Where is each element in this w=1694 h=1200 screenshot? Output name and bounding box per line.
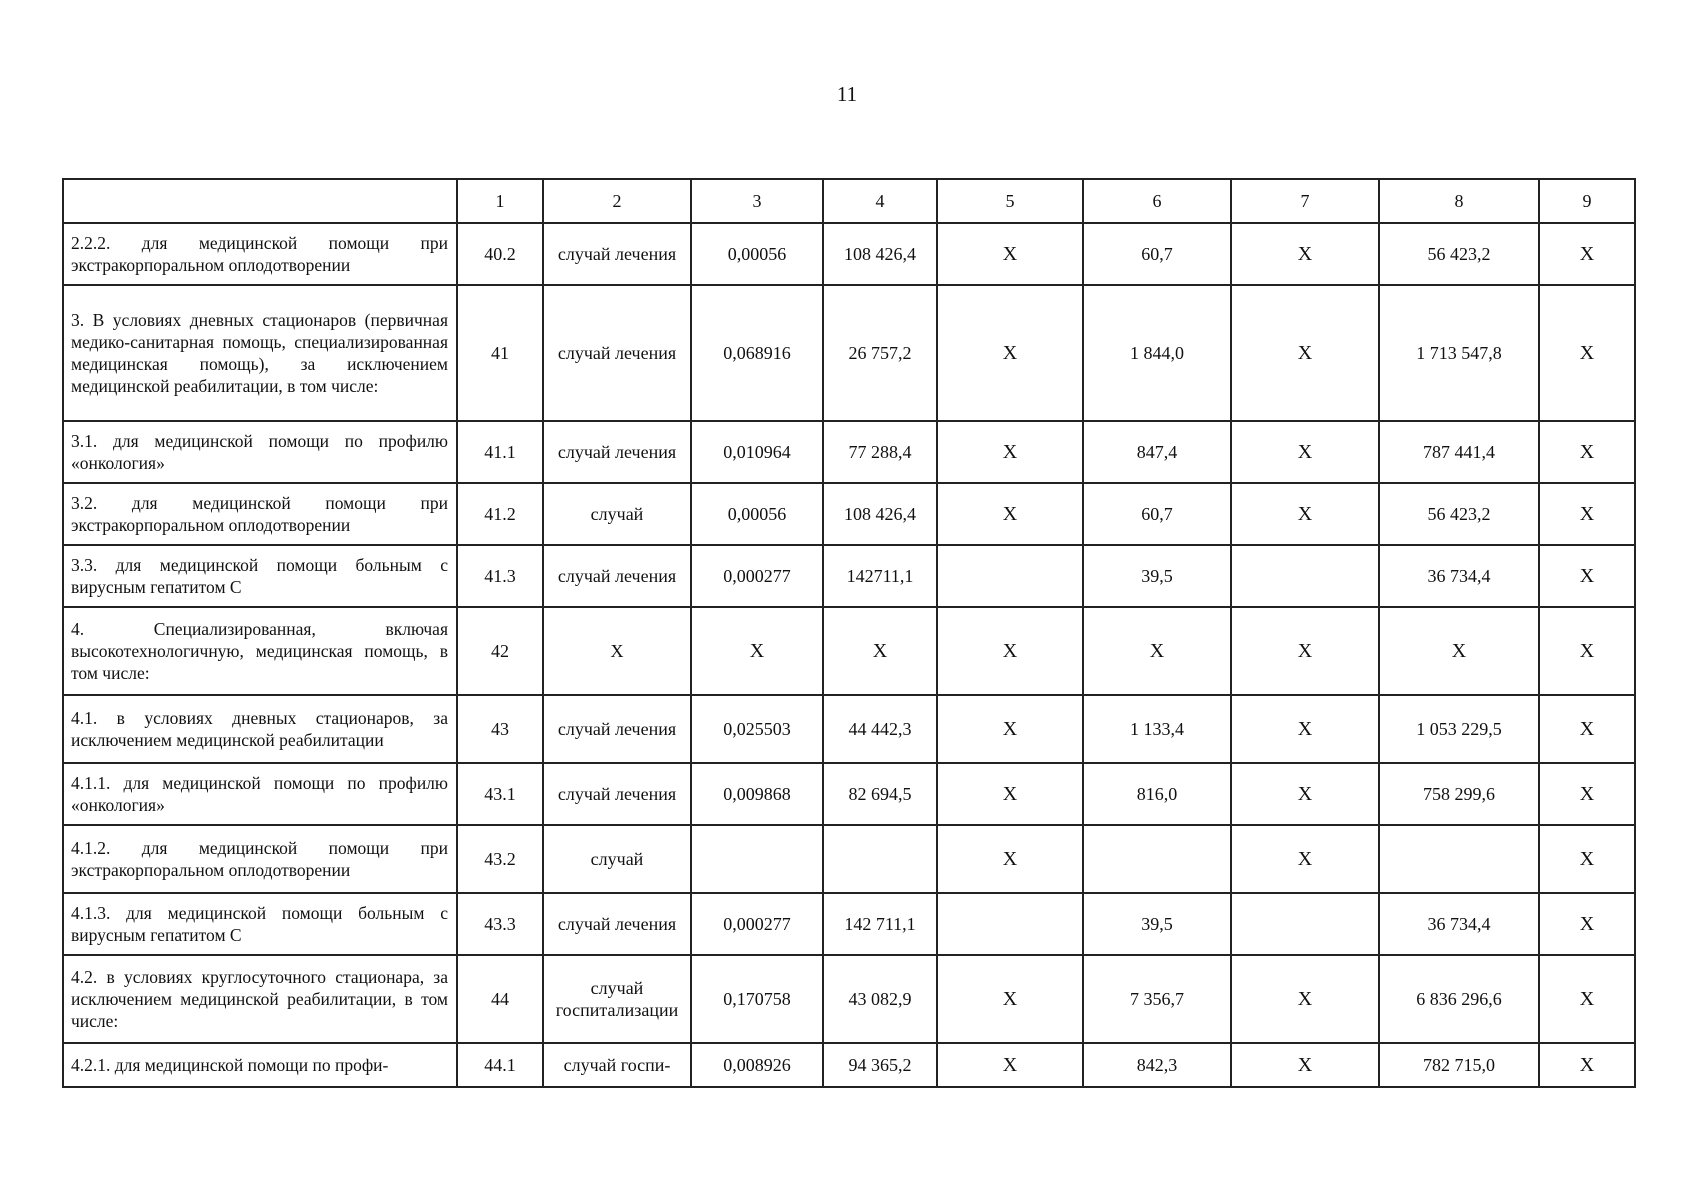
row-col-8: 787 441,4 bbox=[1379, 421, 1539, 483]
row-col-4: 142 711,1 bbox=[823, 893, 937, 955]
table-row bbox=[63, 607, 1635, 695]
row-col-8: 1 053 229,5 bbox=[1379, 695, 1539, 763]
table-row bbox=[63, 893, 1635, 955]
row-col-9: X bbox=[1539, 421, 1635, 483]
row-col-5: X bbox=[937, 421, 1083, 483]
row-col-4: 26 757,2 bbox=[823, 285, 937, 421]
row-col-9: X bbox=[1539, 763, 1635, 825]
table-row bbox=[63, 695, 1635, 763]
row-unit: случай госпи- bbox=[543, 1043, 691, 1087]
table-row bbox=[63, 223, 1635, 285]
row-col-8: 1 713 547,8 bbox=[1379, 285, 1539, 421]
row-col-3: 0,025503 bbox=[691, 695, 823, 763]
row-col-7: X bbox=[1231, 1043, 1379, 1087]
row-line-number: 42 bbox=[457, 607, 543, 695]
row-line-number: 43.1 bbox=[457, 763, 543, 825]
row-col-8: 758 299,6 bbox=[1379, 763, 1539, 825]
row-unit: случай лечения bbox=[543, 893, 691, 955]
row-col-3 bbox=[691, 825, 823, 893]
row-col-8: 36 734,4 bbox=[1379, 545, 1539, 607]
row-col-8: 56 423,2 bbox=[1379, 223, 1539, 285]
row-unit: случай госпитализации bbox=[543, 955, 691, 1043]
row-description: 3.1. для медицинской помощи по профилю «онкология» bbox=[63, 421, 457, 483]
row-col-6: 847,4 bbox=[1083, 421, 1231, 483]
row-col-7: X bbox=[1231, 223, 1379, 285]
row-line-number: 44 bbox=[457, 955, 543, 1043]
row-col-9: X bbox=[1539, 285, 1635, 421]
row-col-3: 0,170758 bbox=[691, 955, 823, 1043]
row-col-5: X bbox=[937, 483, 1083, 545]
header-cell-col-2: 2 bbox=[543, 179, 691, 223]
row-col-9: X bbox=[1539, 545, 1635, 607]
row-col-6: 842,3 bbox=[1083, 1043, 1231, 1087]
row-description: 4.1. в условиях дневных стационаров, за исключением медицинской реабилитации bbox=[63, 695, 457, 763]
row-col-3: 0,008926 bbox=[691, 1043, 823, 1087]
row-description: 4.2.1. для медицинской помощи по профи- bbox=[63, 1043, 457, 1087]
page-number: 11 bbox=[836, 82, 858, 106]
row-col-4: 142711,1 bbox=[823, 545, 937, 607]
row-col-5: X bbox=[937, 1043, 1083, 1087]
row-col-7: X bbox=[1231, 955, 1379, 1043]
header-cell-col-1: 1 bbox=[457, 179, 543, 223]
row-line-number: 43.3 bbox=[457, 893, 543, 955]
row-unit: случай лечения bbox=[543, 695, 691, 763]
row-col-8: 56 423,2 bbox=[1379, 483, 1539, 545]
row-col-3: 0,068916 bbox=[691, 285, 823, 421]
row-line-number: 43 bbox=[457, 695, 543, 763]
row-col-9: X bbox=[1539, 695, 1635, 763]
row-col-9: X bbox=[1539, 223, 1635, 285]
header-cell-col-5: 5 bbox=[937, 179, 1083, 223]
row-col-6: 60,7 bbox=[1083, 223, 1231, 285]
row-col-9: X bbox=[1539, 955, 1635, 1043]
row-col-5 bbox=[937, 545, 1083, 607]
row-col-7: X bbox=[1231, 483, 1379, 545]
row-col-4: 108 426,4 bbox=[823, 223, 937, 285]
row-col-5: X bbox=[937, 285, 1083, 421]
row-col-9: X bbox=[1539, 825, 1635, 893]
header-cell-col-4: 4 bbox=[823, 179, 937, 223]
row-col-7: X bbox=[1231, 607, 1379, 695]
table-row bbox=[63, 421, 1635, 483]
row-col-6: 1 133,4 bbox=[1083, 695, 1231, 763]
row-line-number: 41.2 bbox=[457, 483, 543, 545]
row-col-6: 60,7 bbox=[1083, 483, 1231, 545]
row-col-4: 94 365,2 bbox=[823, 1043, 937, 1087]
row-line-number: 40.2 bbox=[457, 223, 543, 285]
table-row bbox=[63, 545, 1635, 607]
row-col-7: X bbox=[1231, 763, 1379, 825]
row-col-3: X bbox=[691, 607, 823, 695]
row-description: 4.2. в условиях круглосуточного стационара, за исключением медицинской реабилитации, в том числе: bbox=[63, 955, 457, 1043]
row-col-5: X bbox=[937, 607, 1083, 695]
row-col-8: X bbox=[1379, 607, 1539, 695]
row-col-3: 0,00056 bbox=[691, 483, 823, 545]
row-unit: случай лечения bbox=[543, 421, 691, 483]
row-col-5: X bbox=[937, 825, 1083, 893]
header-cell-col-7: 7 bbox=[1231, 179, 1379, 223]
row-col-4: 108 426,4 bbox=[823, 483, 937, 545]
table-row bbox=[63, 285, 1635, 421]
row-col-6: 39,5 bbox=[1083, 545, 1231, 607]
row-col-7 bbox=[1231, 893, 1379, 955]
row-col-7: X bbox=[1231, 825, 1379, 893]
row-col-3: 0,010964 bbox=[691, 421, 823, 483]
row-description: 3. В условиях дневных стационаров (первичная медико-санитарная помощь, специализированная медицинская помощь), за исключением медицинской реабилитации, в том числе: bbox=[63, 285, 457, 421]
row-unit: случай лечения bbox=[543, 285, 691, 421]
row-line-number: 43.2 bbox=[457, 825, 543, 893]
table-row bbox=[63, 763, 1635, 825]
row-col-4: 44 442,3 bbox=[823, 695, 937, 763]
row-col-8 bbox=[1379, 825, 1539, 893]
row-col-8: 6 836 296,6 bbox=[1379, 955, 1539, 1043]
row-line-number: 44.1 bbox=[457, 1043, 543, 1087]
row-col-4: X bbox=[823, 607, 937, 695]
row-col-6: 7 356,7 bbox=[1083, 955, 1231, 1043]
table-header-row bbox=[63, 179, 1635, 223]
table-row bbox=[63, 483, 1635, 545]
data-table bbox=[62, 178, 1636, 1088]
row-col-4: 77 288,4 bbox=[823, 421, 937, 483]
row-unit: случай лечения bbox=[543, 223, 691, 285]
row-col-6 bbox=[1083, 825, 1231, 893]
row-col-6: 1 844,0 bbox=[1083, 285, 1231, 421]
row-description: 4. Специализированная, включая высокотехнологичную, медицинская помощь, в том числе: bbox=[63, 607, 457, 695]
header-cell-col-9: 9 bbox=[1539, 179, 1635, 223]
row-col-3: 0,00056 bbox=[691, 223, 823, 285]
row-col-5 bbox=[937, 893, 1083, 955]
row-unit: случай лечения bbox=[543, 763, 691, 825]
row-col-5: X bbox=[937, 223, 1083, 285]
row-col-9: X bbox=[1539, 607, 1635, 695]
row-col-4: 82 694,5 bbox=[823, 763, 937, 825]
header-cell-empty bbox=[63, 179, 457, 223]
row-description: 3.3. для медицинской помощи больным с вирусным гепатитом С bbox=[63, 545, 457, 607]
row-col-7 bbox=[1231, 545, 1379, 607]
row-col-6: 816,0 bbox=[1083, 763, 1231, 825]
row-col-3: 0,009868 bbox=[691, 763, 823, 825]
row-col-9: X bbox=[1539, 483, 1635, 545]
row-description: 2.2.2. для медицинской помощи при экстракорпоральном оплодотворении bbox=[63, 223, 457, 285]
row-col-6: X bbox=[1083, 607, 1231, 695]
table-row bbox=[63, 1043, 1635, 1087]
row-col-5: X bbox=[937, 763, 1083, 825]
row-col-4 bbox=[823, 825, 937, 893]
row-col-5: X bbox=[937, 955, 1083, 1043]
row-unit: X bbox=[543, 607, 691, 695]
row-line-number: 41 bbox=[457, 285, 543, 421]
row-col-8: 782 715,0 bbox=[1379, 1043, 1539, 1087]
row-unit: случай bbox=[543, 825, 691, 893]
row-col-6: 39,5 bbox=[1083, 893, 1231, 955]
table-row bbox=[63, 955, 1635, 1043]
row-description: 4.1.2. для медицинской помощи при экстракорпоральном оплодотворении bbox=[63, 825, 457, 893]
header-cell-col-6: 6 bbox=[1083, 179, 1231, 223]
header-cell-col-3: 3 bbox=[691, 179, 823, 223]
row-col-7: X bbox=[1231, 421, 1379, 483]
row-col-7: X bbox=[1231, 695, 1379, 763]
row-col-9: X bbox=[1539, 893, 1635, 955]
row-col-3: 0,000277 bbox=[691, 893, 823, 955]
row-col-5: X bbox=[937, 695, 1083, 763]
row-col-7: X bbox=[1231, 285, 1379, 421]
row-description: 3.2. для медицинской помощи при экстракорпоральном оплодотворении bbox=[63, 483, 457, 545]
row-line-number: 41.1 bbox=[457, 421, 543, 483]
table-row bbox=[63, 825, 1635, 893]
row-unit: случай bbox=[543, 483, 691, 545]
row-description: 4.1.3. для медицинской помощи больным с вирусным гепатитом С bbox=[63, 893, 457, 955]
row-line-number: 41.3 bbox=[457, 545, 543, 607]
row-col-4: 43 082,9 bbox=[823, 955, 937, 1043]
row-col-3: 0,000277 bbox=[691, 545, 823, 607]
header-cell-col-8: 8 bbox=[1379, 179, 1539, 223]
data-table-container bbox=[62, 178, 1636, 1088]
row-description: 4.1.1. для медицинской помощи по профилю «онкология» bbox=[63, 763, 457, 825]
row-col-8: 36 734,4 bbox=[1379, 893, 1539, 955]
row-col-9: X bbox=[1539, 1043, 1635, 1087]
row-unit: случай лечения bbox=[543, 545, 691, 607]
